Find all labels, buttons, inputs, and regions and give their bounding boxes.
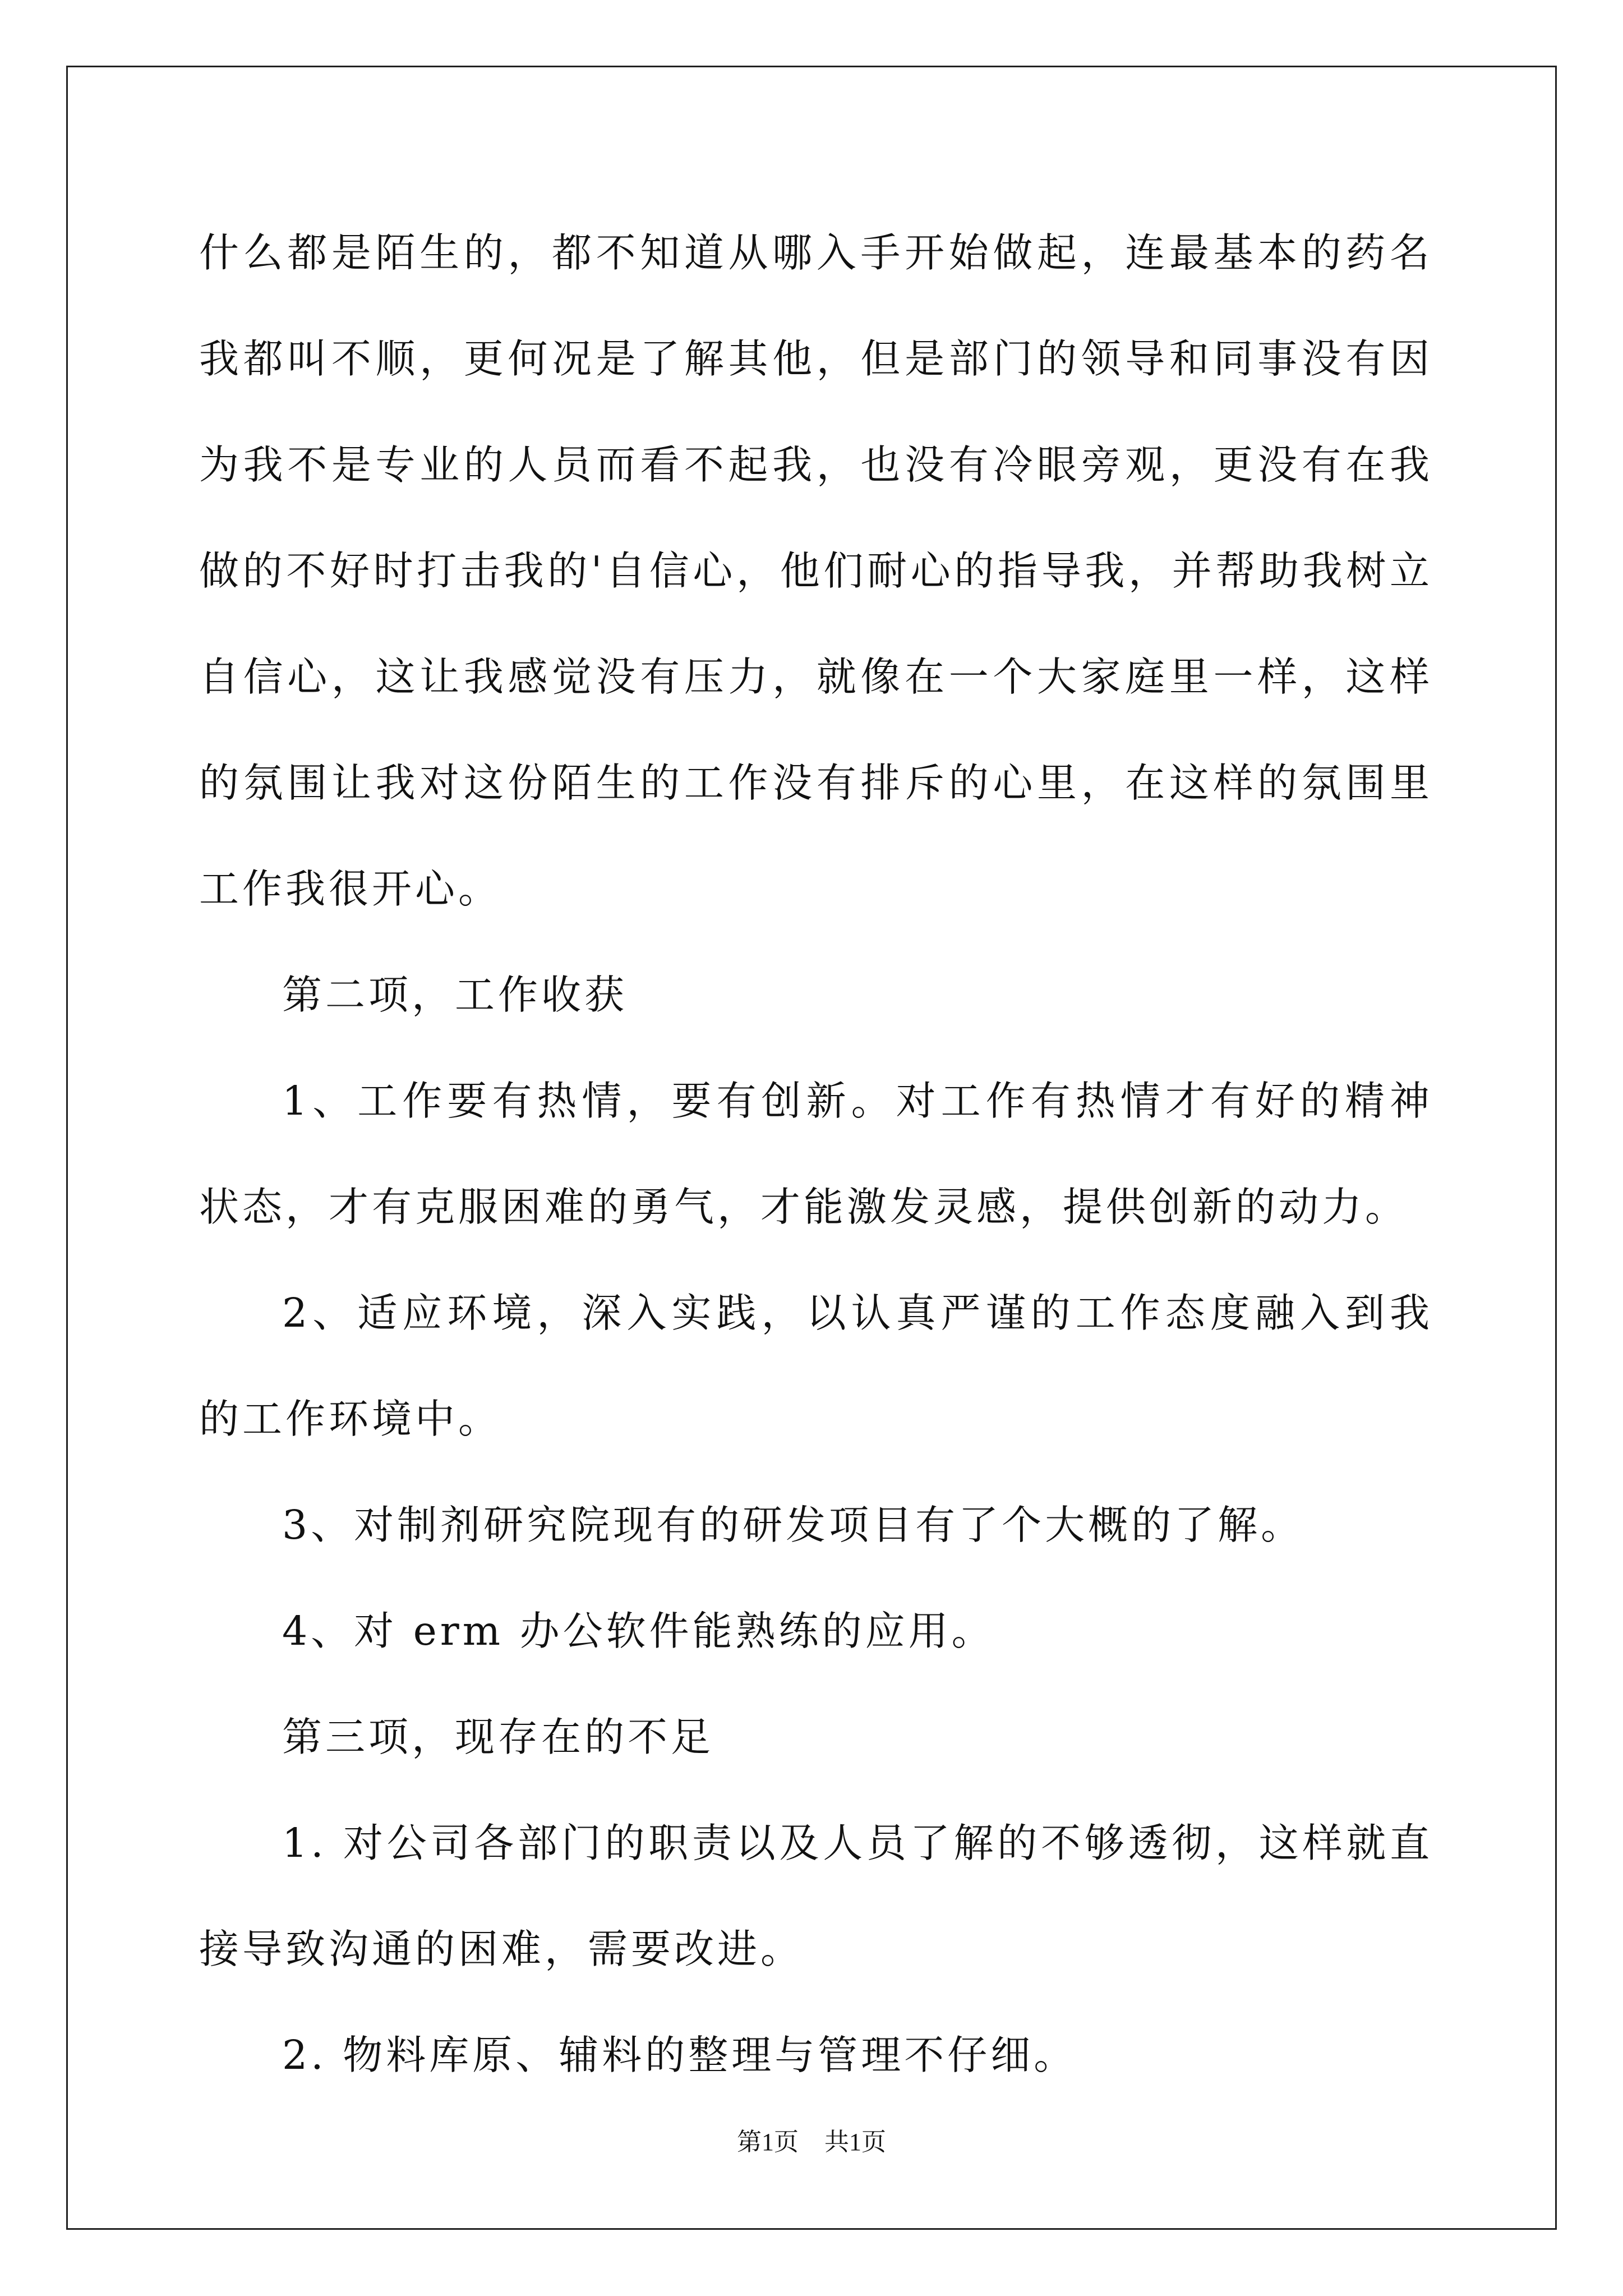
list-item: 1、工作要有热情，要有创新。对工作有热情才有好的精神状态，才有克服困难的勇气，才能激发灵感，提供创新的动力。 (199, 1078, 1433, 1230)
document-body (199, 200, 1433, 2108)
paragraph-intro: 什么都是陌生的，都不知道从哪入手开始做起，连最基本的药名我都叫不顺，更何况是了解其他，但是部门的领导和同事没有因为我不是专业的人员而看不起我，也没有冷眼旁观，更没有在我做的不好时打击我的'自信心，他们耐心的指导我，并帮助我树立自信心，这让我感觉没有压力，就像在一个大家庭里一样，这样的氛围让我对这份陌生的工作没有排斥的心里，在这样的氛围里工作我很开心。 (199, 229, 1433, 912)
list-item: 2、适应环境，深入实践，以认真严谨的工作态度融入到我的工作环境中。 (199, 1290, 1433, 1442)
list-item: 2. 物料库原、辅料的整理与管理不仔细。 (282, 2032, 1077, 2078)
page-footer (0, 2122, 1623, 2157)
list-item: 3、对制剂研究院现有的研发项目有了个大概的了解。 (282, 1502, 1304, 1548)
section-heading-shortcomings: 第三项，现存在的不足 (282, 1714, 714, 1760)
section-heading-work-gains: 第二项，工作收获 (282, 972, 628, 1018)
list-item: 1. 对公司各部门的职责以及人员了解的不够透彻，这样就直接导致沟通的困难，需要改进。 (199, 1820, 1433, 1972)
list-item: 4、对 erm 办公软件能熟练的应用。 (282, 1608, 995, 1654)
page-total: 共1页 (824, 2128, 886, 2156)
page-number: 第1页 (737, 2128, 799, 2156)
